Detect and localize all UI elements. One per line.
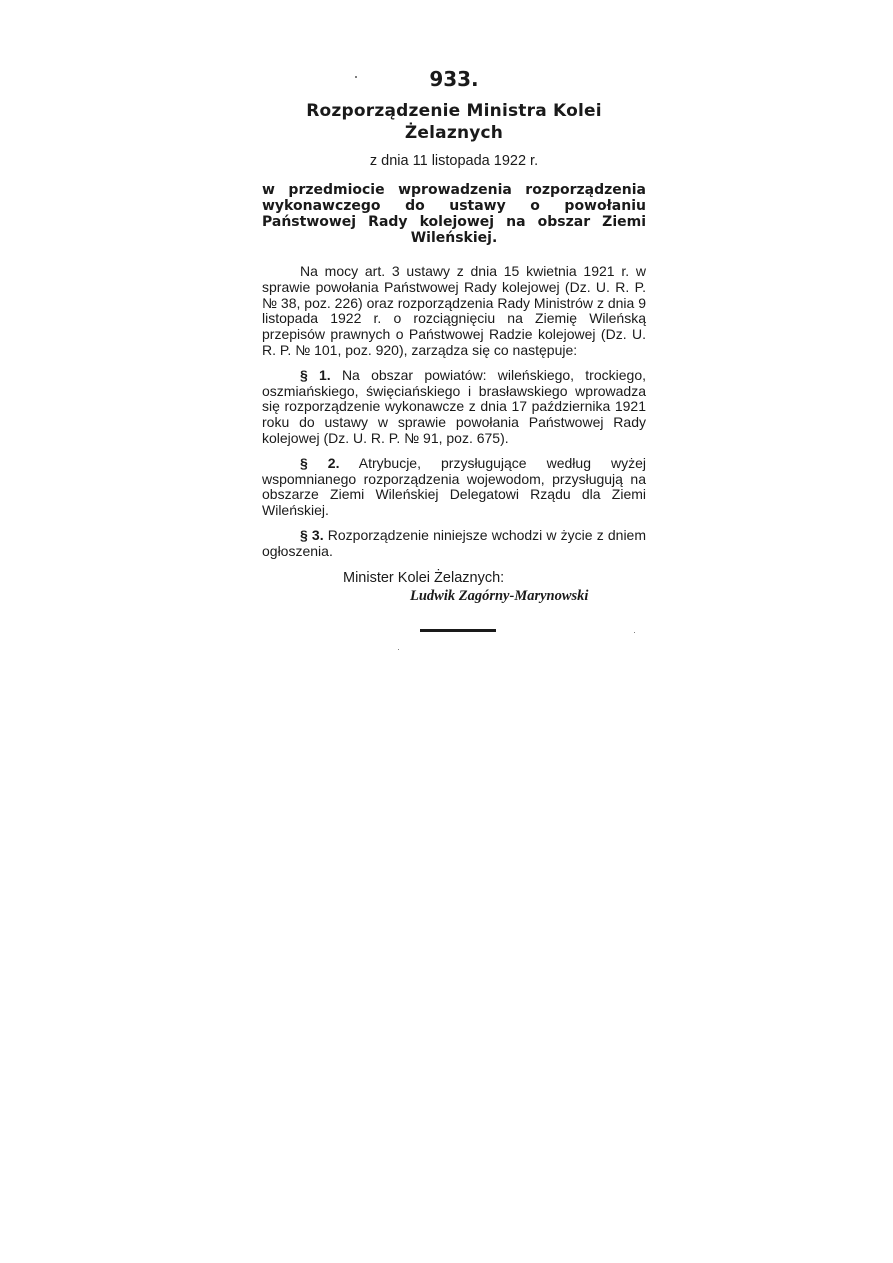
section-marker: § 3. [300, 526, 324, 543]
scan-speck [355, 76, 357, 78]
section-text: Na obszar powiatów: wileńskiego, trockiego, oszmiańskiego, święciańskiego i brasławskiego wprowadza się rozporządzenie wykonawcze z dnia 17 października 1921 roku do ustawy w sprawie powołania Państwowej Rady kolejowej (Dz. U. R. P. № 91, poz. 675). [262, 366, 646, 446]
section-text: Atrybucje, przysługujące według wyżej wspomnianego rozporządzenia wojewodom, przysługują na obszarze Ziemi Wileńskiej Delegatowi Rządu dla Ziemi Wileńskiej. [262, 454, 646, 519]
document-title: Rozporządzenie Ministra Kolei Żelaznych [306, 101, 602, 143]
end-rule-divider [420, 629, 496, 632]
document-subject: w przedmiocie wprowadzenia rozporządzenia wykonawczego do ustawy o powołaniu Państwowej Rady kolejowej na obszar Ziemi Wileńskiej. [262, 182, 646, 246]
preamble-paragraph: Na mocy art. 3 ustawy z dnia 15 kwietnia 1921 r. w sprawie powołania Państwowej Rady kolejowej (Dz. U. R. P. № 38, poz. 226) oraz rozporządzenia Rady Ministrów z dnia 9 listopada 1922 r. o rozciągnięciu na Ziemię Wileńską przepisów prawnych o Państwowej Radzie kolejowej (Dz. U. R. P. № 101, poz. 920), zarządza się co następuje: [262, 263, 646, 358]
act-number: 933. [429, 67, 479, 91]
document-date: z dnia 11 listopada 1922 r. [369, 153, 539, 169]
section-marker: § 1. [300, 366, 331, 383]
signature-role: Minister Kolei Żelaznych: [343, 569, 505, 586]
scan-speck [398, 649, 399, 650]
document-column [262, 66, 646, 632]
section-paragraph-3 [262, 528, 646, 560]
section-paragraph-1 [262, 368, 646, 447]
section-paragraph-2 [262, 456, 646, 519]
scan-speck [634, 632, 635, 633]
section-text: Rozporządzenie niniejsze wchodzi w życie z dniem ogłoszenia. [262, 526, 647, 559]
section-marker: § 2. [300, 454, 340, 471]
signature-name: Ludwik Zagórny-Marynowski [410, 587, 589, 604]
